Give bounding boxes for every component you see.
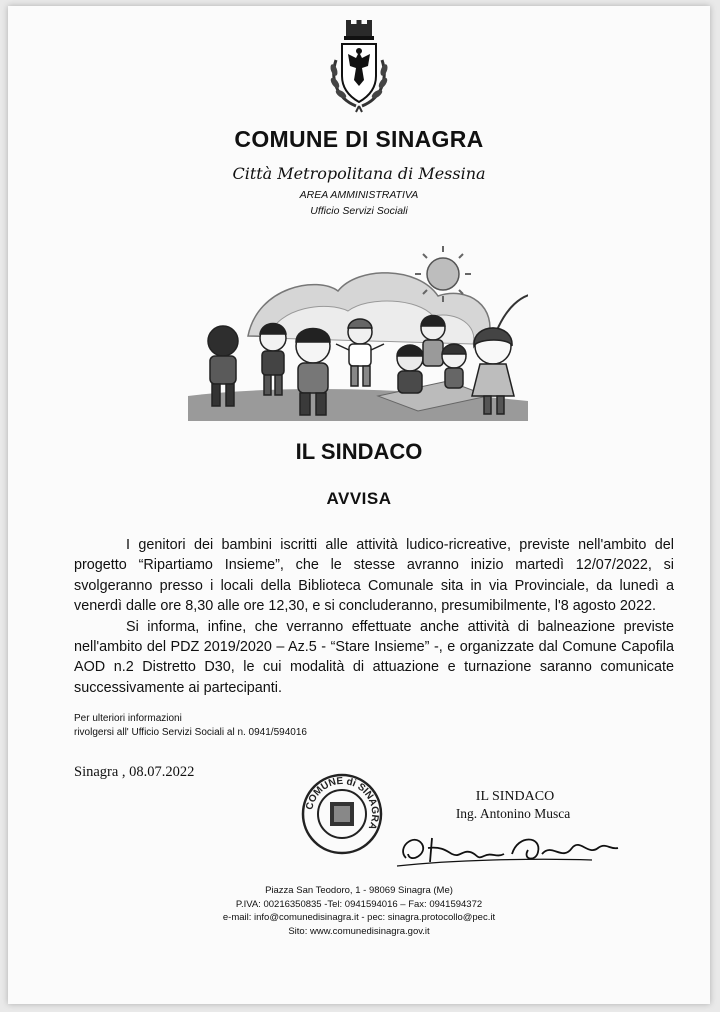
- svg-text:COMUNE di SINAGRA: COMUNE di SINAGRA: [304, 775, 381, 832]
- notice-heading: AVVISA: [326, 489, 392, 508]
- administrative-area: AREA AMMINISTRATIVA: [299, 189, 419, 201]
- notice-body: [74, 535, 674, 698]
- footer-address: Piazza San Teodoro, 1 - 98069 Sinagra (Me): [265, 885, 453, 896]
- body-paragraph-2: Si informa, infine, che verranno effettuate anche attività di balneazione previste nell'ambito del PDZ 2019/2020 – Az.5 - “Stare Insieme” -, e organizzate dal Comune Capofila AOD n.2 Distretto D30, le cui modalità di attuazione e turnazione saranno comunicate successivamente ai partecipanti.: [74, 618, 674, 696]
- footer-email: e-mail: info@comunedisinagra.it - pec: sinagra.protocollo@pec.it: [222, 912, 496, 923]
- info-line-2: rivolgersi all' Ufficio Servizi Sociali al n. 0941/594016: [74, 727, 307, 738]
- body-paragraph-1: I genitori dei bambini iscritti alle attività ludico-ricreative, previste nell'ambito del progetto “Ripartiamo Insieme”, che le stesse avranno inizio martedì 12/07/2022, si svolgeranno presso i locali della Biblioteca Comunale sita in via Provinciale, da lunedì a venerdì dalle ore 8,30 alle ore 12,30, e si concluderanno, presumibilmente, l'8 agosto 2022.: [74, 537, 674, 615]
- info-line-1: Per ulteriori informazioni: [74, 713, 182, 724]
- place-and-date: Sinagra , 08.07.2022: [74, 764, 195, 780]
- official-stamp-icon: [300, 772, 384, 856]
- municipality-title: COMUNE DI SINAGRA: [234, 126, 484, 152]
- office-name: Ufficio Servizi Sociali: [310, 205, 408, 217]
- children-playing-illustration: [188, 246, 528, 426]
- footer-contacts: [8, 884, 710, 938]
- mayor-heading: IL SINDACO: [295, 439, 423, 464]
- signature-name: Ing. Antonino Musca: [455, 806, 571, 821]
- info-note: [74, 712, 307, 740]
- handwritten-signature-icon: [392, 824, 622, 874]
- municipal-crest-icon: [326, 20, 392, 114]
- signature-role: IL SINDACO: [475, 789, 555, 804]
- municipality-subtitle: Città Metropolitana di Messina: [232, 164, 486, 183]
- footer-website: Sito: www.comunedisinagra.gov.it: [288, 925, 430, 937]
- document-page: [8, 6, 710, 1004]
- footer-phone-fax: P.IVA: 00216350835 -Tel: 0941594016 – Fax: 0941594372: [235, 898, 483, 910]
- sun-icon: [415, 246, 471, 302]
